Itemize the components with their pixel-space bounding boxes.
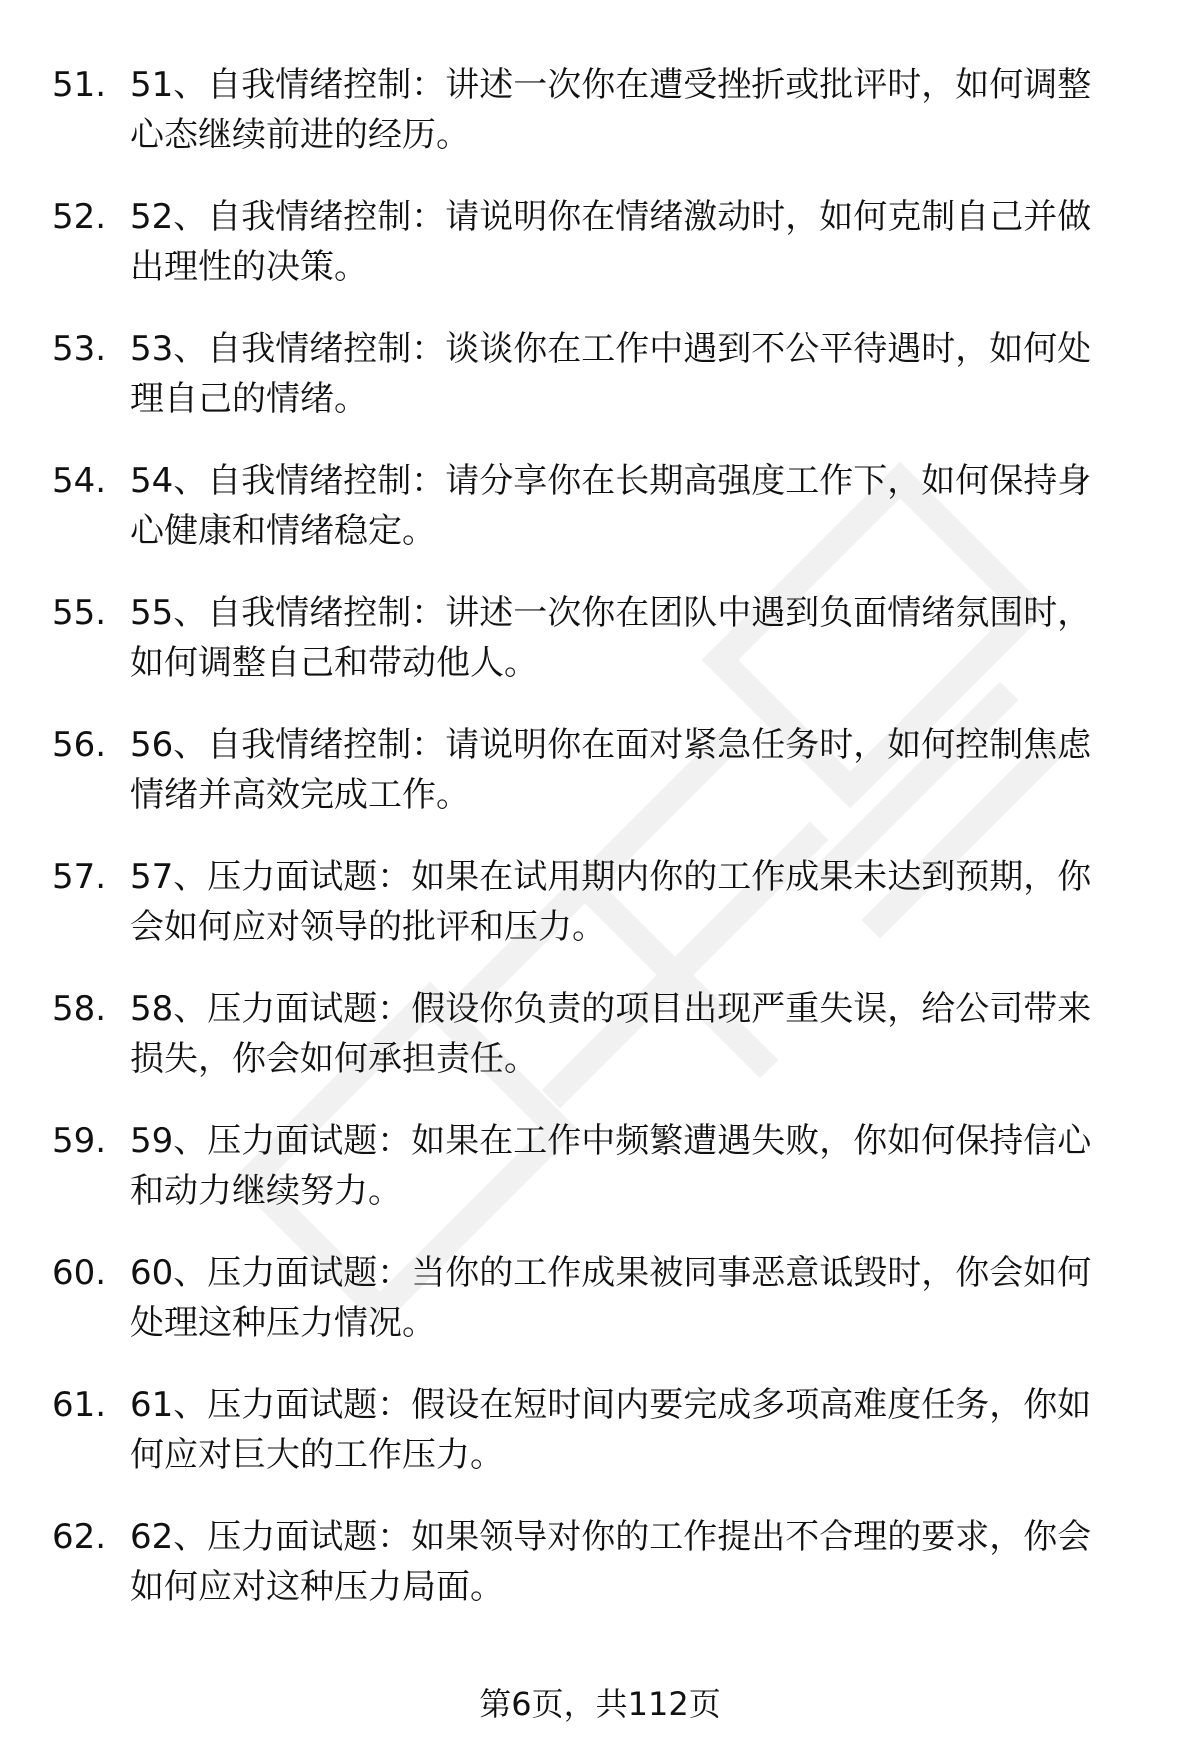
question-item [0,456,1200,588]
question-text: 53、自我情绪控制：谈谈你在工作中遇到不公平待遇时，如何处 理自己的情绪。 [130,329,1092,419]
question-number: 62. [52,1517,107,1557]
question-item [0,984,1200,1116]
question-number: 58. [52,989,107,1029]
question-item [0,1248,1200,1380]
question-item [0,588,1200,720]
question-number: 57. [52,857,107,897]
question-item [0,192,1200,324]
question-text: 62、压力面试题：如果领导对你的工作提出不合理的要求，你会 如何应对这种压力局面。 [130,1517,1092,1607]
question-number: 59. [52,1121,107,1161]
question-item [0,60,1200,192]
question-number: 52. [52,197,107,237]
question-item [0,324,1200,456]
question-number: 54. [52,461,107,501]
question-list [0,60,1200,1644]
question-number: 53. [52,329,107,369]
question-text: 54、自我情绪控制：请分享你在长期高强度工作下，如何保持身 心健康和情绪稳定。 [130,461,1092,551]
question-text: 56、自我情绪控制：请说明你在面对紧急任务时，如何控制焦虑 情绪并高效完成工作。 [130,725,1092,815]
question-item [0,1380,1200,1512]
question-text: 52、自我情绪控制：请说明你在情绪激动时，如何克制自己并做 出理性的决策。 [130,197,1092,287]
question-number: 55. [52,593,107,633]
question-number: 61. [52,1385,107,1425]
question-text: 57、压力面试题：如果在试用期内你的工作成果未达到预期，你 会如何应对领导的批评和压力。 [130,857,1092,947]
question-number: 51. [52,65,107,105]
question-text: 59、压力面试题：如果在工作中频繁遭遇失败，你如何保持信心 和动力继续努力。 [130,1121,1092,1211]
question-text: 60、压力面试题：当你的工作成果被同事恶意诋毁时，你会如何 处理这种压力情况。 [130,1253,1092,1343]
question-item [0,852,1200,984]
question-number: 60. [52,1253,107,1293]
question-number: 56. [52,725,107,765]
question-text: 61、压力面试题：假设在短时间内要完成多项高难度任务，你如 何应对巨大的工作压力。 [130,1385,1092,1475]
page-footer: 第6页，共112页 [479,1685,721,1723]
question-item [0,1512,1200,1644]
question-text: 51、自我情绪控制：讲述一次你在遭受挫折或批评时，如何调整 心态继续前进的经历。 [130,65,1092,155]
question-text: 55、自我情绪控制：讲述一次你在团队中遇到负面情绪氛围时， 如何调整自己和带动他人。 [130,593,1092,683]
question-item [0,1116,1200,1248]
question-text: 58、压力面试题：假设你负责的项目出现严重失误，给公司带来 损失，你会如何承担责任。 [130,989,1092,1079]
question-item [0,720,1200,852]
